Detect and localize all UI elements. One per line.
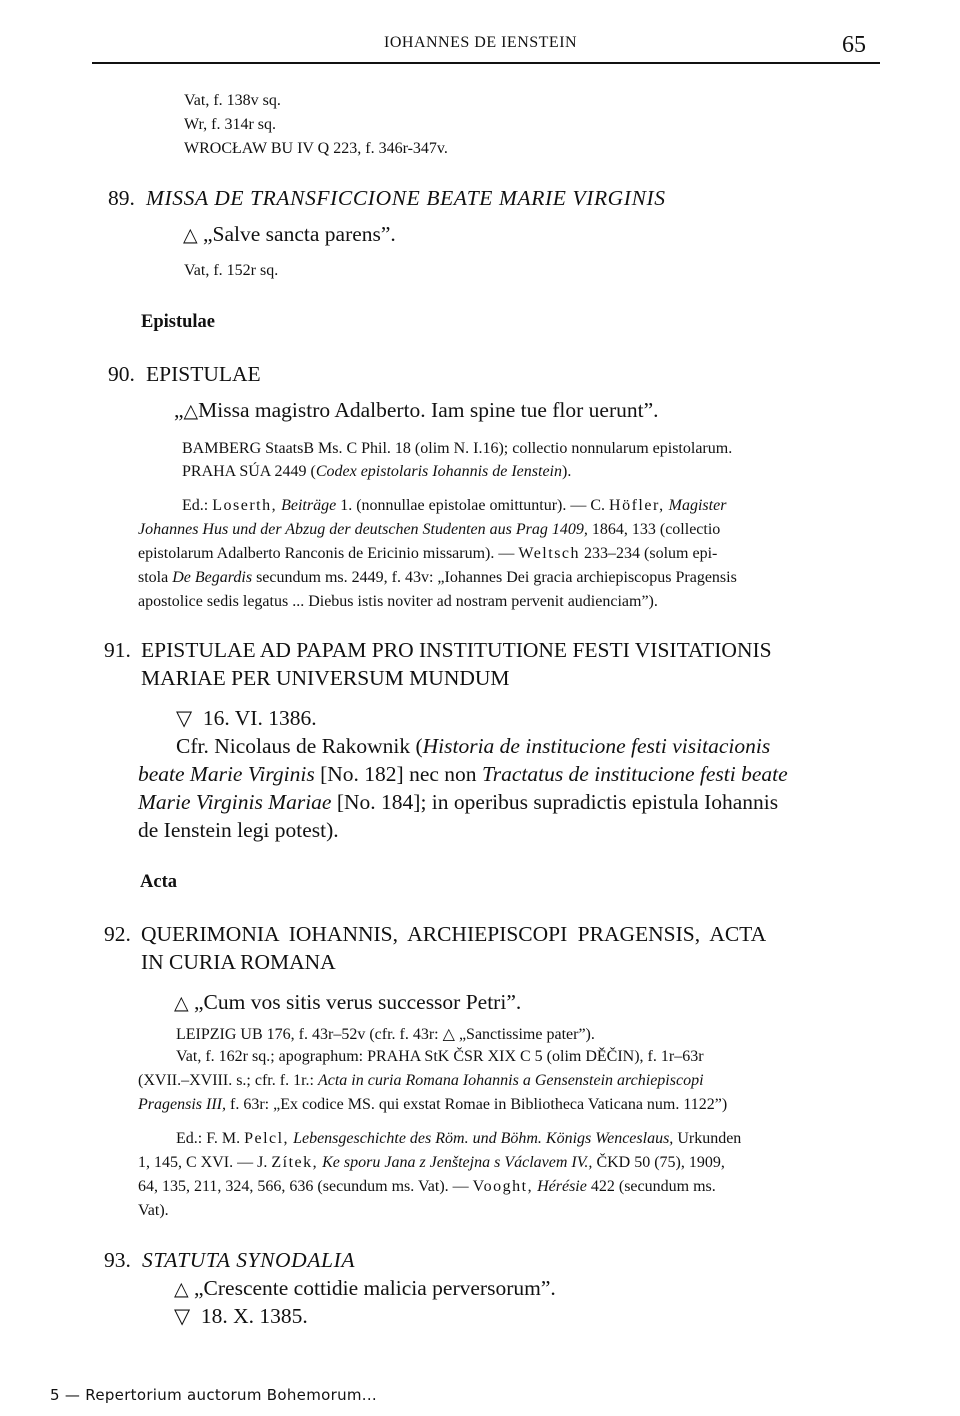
incipit-text: Missa magistro Adalberto. Iam spine tue flor uerunt”.: [198, 398, 659, 422]
entry-title-90: EPISTULAE: [146, 362, 261, 386]
incipit-quote: „: [174, 398, 184, 422]
section-heading-epistulae: Epistulae: [141, 312, 216, 332]
triangle-up-icon: △: [442, 1024, 455, 1043]
incipit-92: [174, 990, 521, 1015]
triangle-up-icon: △: [174, 1278, 189, 1300]
date-91: [176, 706, 317, 731]
incipit-text: „Salve sancta parens”.: [203, 222, 396, 246]
entry-number-92: 92.: [104, 922, 131, 946]
date-text: 16. VI. 1386.: [202, 706, 317, 730]
entry-title-91-line-2: MARIAE PER UNIVERSUM MUNDUM: [141, 666, 510, 690]
incipit-93: [174, 1276, 556, 1301]
manuscript-92-2-line-2: (XVII.–XVIII. s.; cfr. f. 1r.: Acta in curia Romana Iohannis a Gensenstein archiepiscopi: [138, 1072, 704, 1089]
date-text: 18. X. 1385.: [200, 1304, 308, 1328]
edition-90-line-3: epistolarum Adalberto Ranconis de Ericinio missarum). — Weltsch 233–234 (solum epi-: [138, 545, 718, 562]
cfr-91-line-2: beate Marie Virginis [No. 182] nec non Tractatus de institucione festi beate: [138, 762, 788, 786]
entry-title-89: MISSA DE TRANSFICCIONE BEATE MARIE VIRGINIS: [146, 186, 666, 210]
edition-92-line-3: 64, 135, 211, 324, 566, 636 (secundum ms. Vat). — Vooght, Hérésie 422 (secundum ms.: [138, 1178, 716, 1195]
entry-number-91: 91.: [104, 638, 131, 662]
incipit-text: „Cum vos sitis verus successor Petri”.: [194, 990, 522, 1014]
incipit-text: „Crescente cottidie malicia perversorum”.: [194, 1276, 556, 1300]
cfr-91-line-4: de Ienstein legi potest).: [138, 818, 339, 842]
edition-90-line-5: apostolice sedis legatus ... Diebus istis noviter ad nostram pervenit audienciam”).: [138, 593, 658, 610]
running-head: IOHANNES DE IENSTEIN: [384, 34, 578, 51]
edition-90-line-1: Ed.: Loserth, Beiträge 1. (nonnullae epistolae omittuntur). — C. Höfler, Magister: [182, 497, 727, 514]
entry-number-90: 90.: [108, 362, 135, 386]
edition-92-line-2: 1, 145, C XVI. — J. Zítek, Ke sporu Jana z Jenštejna s Václavem IV., ČKD 50 (75), 1909,: [138, 1154, 725, 1171]
header-rule: [92, 62, 880, 64]
page-number: 65: [842, 32, 866, 58]
cfr-91-line-3: Marie Virginis Mariae [No. 184]; in operibus supradictis epistula Iohannis: [138, 790, 779, 814]
edition-90-line-2: Johannes Hus und der Abzug der deutschen Studenten aus Prag 1409, 1864, 133 (collectio: [138, 521, 721, 538]
ref-89: Vat, f. 152r sq.: [184, 262, 279, 279]
edition-90-line-4: stola De Begardis secundum ms. 2449, f. 43v: „Iohannes Dei gracia archiepiscopus Pragensis: [138, 569, 737, 586]
manuscript-92-2-line-3: Pragensis III, f. 63r: „Ex codice MS. qui exstat Romae in Bibliotheca Vaticana num. 1122”): [138, 1096, 728, 1113]
incipit-89: [183, 222, 396, 247]
manuscript-92-1: LEIPZIG UB 176, f. 43r–52v (cfr. f. 43r: △ „Sanctissime pater”).: [176, 1024, 595, 1043]
top-ref-2: Wr, f. 314r sq.: [184, 116, 277, 133]
triangle-down-icon: ▽: [174, 1304, 191, 1328]
triangle-up-icon: △: [183, 400, 199, 422]
top-ref-1: Vat, f. 138v sq.: [184, 92, 281, 109]
incipit-90: [174, 398, 659, 423]
triangle-up-icon: △: [183, 224, 198, 246]
manuscript-90-2: PRAHA SÚA 2449 (Codex epistolaris Iohannis de Ienstein).: [182, 463, 572, 480]
entry-number-93: 93.: [104, 1248, 131, 1272]
footer-signature: 5 — Repertorium auctorum Bohemorum...: [50, 1386, 377, 1404]
edition-92-line-1: Ed.: F. M. Pelcl, Lebensgeschichte des Röm. und Böhm. Königs Wenceslaus, Urkunden: [176, 1130, 742, 1147]
entry-title-92-line-2: IN CURIA ROMANA: [141, 950, 336, 974]
entry-title-91-line-1: EPISTULAE AD PAPAM PRO INSTITUTIONE FESTI VISITATIONIS: [141, 638, 772, 662]
manuscript-90-1: BAMBERG StaatsB Ms. C Phil. 18 (olim N. I.16); collectio nonnularum epistolarum.: [182, 440, 733, 457]
cfr-91-line-1: Cfr. Nicolaus de Rakownik (Historia de institucione festi visitacionis: [176, 734, 771, 758]
edition-92-line-4: Vat).: [138, 1202, 169, 1219]
top-ref-3: WROCŁAW BU IV Q 223, f. 346r-347v.: [184, 140, 448, 157]
section-heading-acta: Acta: [140, 872, 177, 892]
date-93: [174, 1304, 308, 1329]
manuscript-92-2-line-1: Vat, f. 162r sq.; apographum: PRAHA StK ČSR XIX C 5 (olim DĚČIN), f. 1r–63r: [176, 1048, 704, 1065]
entry-number-89: 89.: [108, 186, 135, 210]
entry-title-93: STATUTA SYNODALIA: [142, 1248, 356, 1272]
triangle-down-icon: ▽: [176, 706, 193, 730]
entry-title-92-line-1: QUERIMONIA IOHANNIS, ARCHIEPISCOPI PRAGENSIS, ACTA: [141, 922, 767, 946]
triangle-up-icon: △: [174, 992, 189, 1014]
